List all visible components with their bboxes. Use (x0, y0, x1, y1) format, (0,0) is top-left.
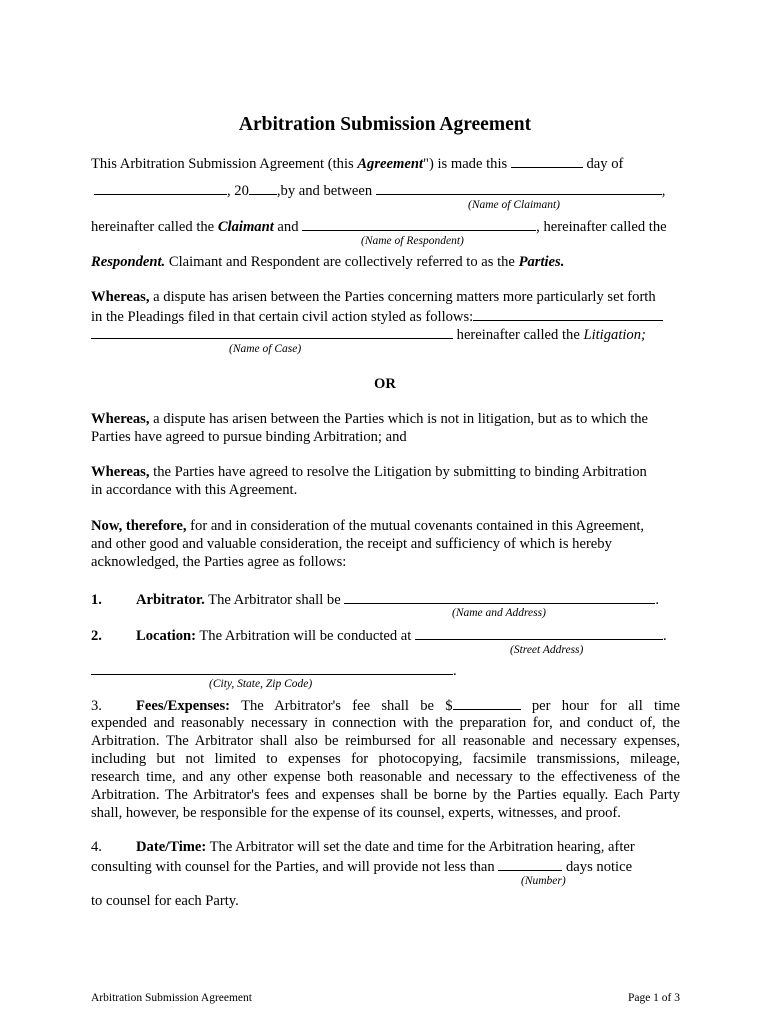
whereas-label: Whereas, (91, 411, 150, 427)
year-blank[interactable] (249, 181, 277, 195)
arbitrator-caption: (Name and Address) (452, 607, 546, 619)
city-caption: (City, State, Zip Code) (209, 678, 313, 690)
arbitrator-name-blank[interactable] (344, 590, 655, 604)
now-text: for and in consideration of the mutual covenants contained in this Agreement, (186, 518, 645, 534)
case-name-blank[interactable] (91, 325, 453, 339)
whereas-text: a dispute has arisen between the Parties concerning matters more particularly set forth (149, 289, 656, 305)
item-text: . (662, 628, 667, 644)
whereas-text: in the Pleadings filed in that certain civil action styled as follows: (91, 309, 474, 325)
item1-line (91, 590, 659, 609)
whereas-label: Whereas, (91, 289, 150, 305)
intro-text: , hereinafter called the (536, 219, 667, 235)
whereas3-line-1 (91, 464, 647, 481)
item-text: The Arbitration will be conducted at (196, 628, 415, 644)
intro-text: day of (582, 156, 624, 172)
case-caption: (Name of Case) (229, 343, 302, 355)
item-heading: Date/Time: (136, 839, 207, 855)
whereas-label: Whereas, (91, 464, 150, 480)
item4-line-1 (91, 839, 635, 856)
item-heading: Fees/Expenses: (136, 698, 231, 714)
item4-line-2 (91, 857, 632, 876)
now-line-1 (91, 518, 644, 535)
item-text: days notice (562, 859, 633, 875)
item3-line-7: shall, however, be responsible for the expense of its counsel, experts, witnesses, and proof. (91, 805, 621, 821)
case-style-blank[interactable] (473, 307, 663, 321)
whereas-text: hereinafter called the (453, 327, 584, 343)
item-text: . (655, 592, 659, 608)
whereas1-line-1 (91, 289, 656, 306)
item-number: 3. (91, 698, 102, 714)
intro-line-4 (91, 254, 564, 271)
item3-line-5: research time, and any other expense both reasonable and necessary to the effectiveness of the (91, 769, 680, 785)
intro-text: , (661, 183, 666, 199)
respondent-caption: (Name of Respondent) (361, 235, 464, 247)
intro-text: Claimant and Respondent are collectively referred to as the (165, 254, 519, 270)
whereas-text: the Parties have agreed to resolve the Litigation by submitting to binding Arbitration (149, 464, 647, 480)
item-number: 4. (91, 839, 102, 855)
whereas2-line-2: Parties have agreed to pursue binding Arbitration; and (91, 429, 407, 445)
item3-line-4: including but not limited to expenses for photocopying, facsimile transmissions, mileage, (91, 751, 680, 767)
item-heading: Location: (136, 628, 196, 644)
intro-line-1 (91, 154, 623, 173)
hourly-fee-blank[interactable] (453, 696, 521, 710)
street-address-blank[interactable] (415, 626, 663, 640)
parties-term: Parties. (518, 254, 565, 270)
item3-line-3: Arbitration. The Arbitrator shall also be reimbursed for all reasonable and necessary expenses, (91, 733, 680, 749)
day-blank[interactable] (511, 154, 583, 168)
street-caption: (Street Address) (510, 644, 584, 656)
item-text: The Arbitrator's fee shall be $ (230, 698, 453, 714)
claimant-term: Claimant (217, 219, 274, 235)
document-title: Arbitration Submission Agreement (238, 114, 532, 135)
item-text: per hour for all time (520, 698, 680, 714)
claimant-caption: (Name of Claimant) (468, 199, 560, 211)
intro-text: ,by and between (276, 183, 376, 199)
item3-line-6: Arbitration. The Arbitrator's fees and expenses shall be borne by the Parties equally. Each Party (91, 787, 680, 803)
whereas1-line-2 (91, 307, 663, 326)
item4-line-3: to counsel for each Party. (91, 893, 239, 909)
intro-text: and (273, 219, 303, 235)
footer-document-name: Arbitration Submission Agreement (91, 992, 252, 1004)
respondent-term: Respondent. (91, 254, 166, 270)
now-line-2: and other good and valuable consideration, the receipt and sufficiency of which is hereby (91, 536, 612, 552)
item3-line-1 (91, 696, 680, 714)
item-number: 1. (91, 592, 102, 608)
intro-text: hereinafter called the (91, 219, 218, 235)
item3-line-2: expended and reasonably necessary in connection with the preparation for, and conduct of, the (91, 715, 680, 731)
whereas1-line-3 (91, 325, 646, 344)
agreement-term: Agreement (357, 156, 423, 172)
now-therefore-label: Now, therefore, (91, 518, 187, 534)
now-line-3: acknowledged, the Parties agree as follows: (91, 554, 347, 570)
litigation-term: Litigation; (583, 327, 646, 343)
item2-line (91, 626, 667, 645)
item-number: 2. (91, 628, 102, 644)
intro-text: This Arbitration Submission Agreement (this (91, 156, 358, 172)
intro-line-3 (91, 217, 667, 236)
month-blank[interactable] (94, 181, 227, 195)
intro-text: ") is made this (423, 156, 511, 172)
intro-line-2 (94, 181, 665, 200)
whereas2-line-1 (91, 411, 648, 428)
respondent-name-blank[interactable] (302, 217, 536, 231)
city-state-zip-blank[interactable] (91, 661, 453, 675)
number-caption: (Number) (521, 875, 566, 887)
intro-text: , 20 (227, 183, 249, 199)
footer-page-number: Page 1 of 3 (627, 992, 680, 1004)
or-separator: OR (374, 376, 396, 392)
item-text: The Arbitrator will set the date and time for the Arbitration hearing, after (206, 839, 635, 855)
item-text: . (453, 663, 457, 679)
claimant-name-blank[interactable] (376, 181, 662, 195)
whereas-text: a dispute has arisen between the Parties which is not in litigation, but as to which the (149, 411, 649, 427)
whereas3-line-2: in accordance with this Agreement. (91, 482, 298, 498)
item-text: The Arbitrator shall be (204, 592, 345, 608)
item3-paragraph (91, 696, 680, 822)
notice-days-blank[interactable] (498, 857, 562, 871)
item-heading: Arbitrator. (136, 592, 205, 608)
item-text: consulting with counsel for the Parties, and will provide not less than (91, 859, 499, 875)
